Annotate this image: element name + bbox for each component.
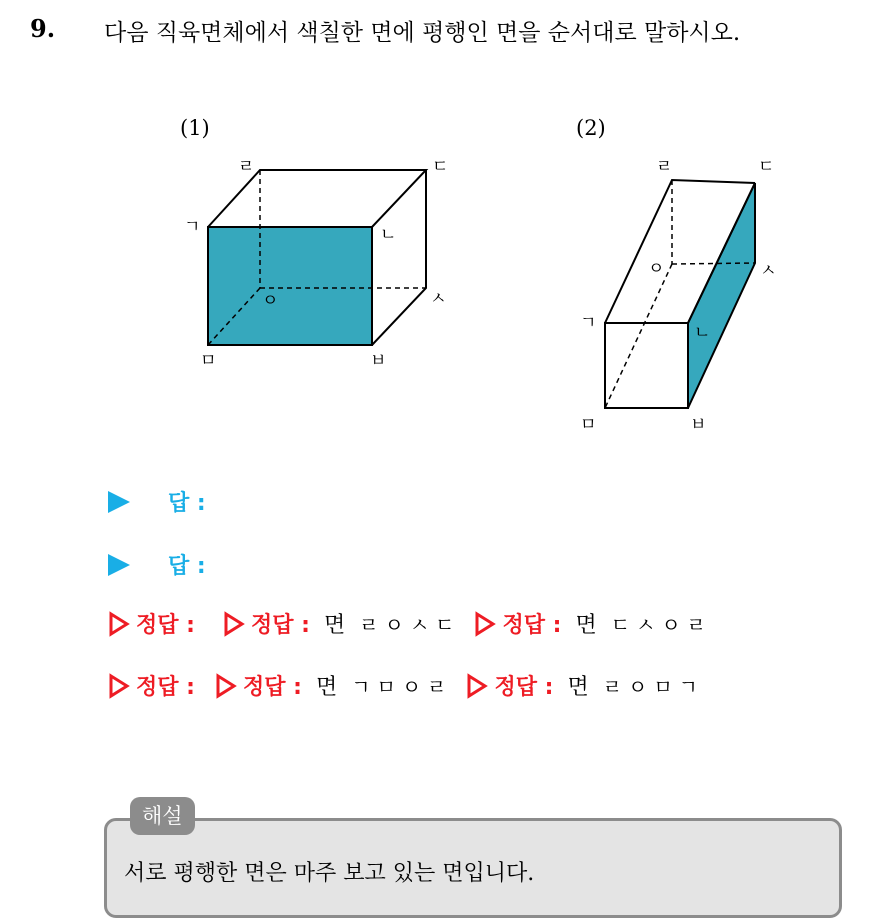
play-arrow-icon	[108, 554, 130, 576]
fig2-vertex-r: ㄹ	[656, 157, 673, 177]
solution-faces: ㄷㅅㅇㄹ	[610, 613, 712, 637]
solution-item	[215, 670, 453, 701]
solution-word: 면	[323, 613, 346, 638]
answer-row-1	[108, 486, 206, 517]
play-arrow-icon	[108, 491, 130, 513]
shaded-face-1	[208, 227, 372, 345]
outline-arrow-icon	[215, 673, 237, 699]
fig1-vertex-r: ㄹ	[238, 157, 255, 177]
solution-item	[474, 608, 712, 639]
figure-1-cuboid	[0, 0, 884, 440]
outline-arrow-icon	[474, 611, 496, 637]
fig2-vertex-d: ㄷ	[758, 157, 775, 177]
solution-label: 정답 :	[494, 675, 554, 700]
fig2-vertex-b: ㅂ	[690, 415, 707, 435]
outline-arrow-icon	[108, 611, 130, 637]
fig2-vertex-n: ㄴ	[694, 323, 711, 343]
solution-label: 정답 :	[242, 675, 302, 700]
solution-word: 면	[575, 613, 597, 638]
fig1-vertex-m: ㅁ	[200, 351, 217, 371]
solution-item	[466, 670, 704, 701]
explanation-text: 서로 평행한 면은 마주 보고 있는 면입니다.	[124, 861, 535, 886]
outline-arrow-icon	[108, 673, 130, 699]
answer-row-2	[108, 549, 206, 580]
solution-row-1	[108, 608, 712, 639]
fig1-vertex-n: ㄴ	[380, 225, 397, 245]
solution-label: 정답 :	[502, 613, 562, 638]
fig1-vertex-g: ㄱ	[184, 217, 201, 237]
solution-row-2	[108, 670, 704, 701]
outline-arrow-icon	[223, 611, 245, 637]
fig2-vertex-o: ㅇ	[648, 259, 665, 279]
fig1-vertex-b: ㅂ	[370, 351, 387, 371]
fig1-vertex-d: ㄷ	[432, 157, 449, 177]
answer-label: 답 :	[168, 554, 206, 579]
solution-label: 정답 :	[250, 613, 310, 638]
answer-label: 답 :	[168, 491, 206, 516]
solution-faces: ㄹㅇㅅㄷ	[359, 613, 461, 637]
fig1-vertex-o: ㅇ	[262, 291, 279, 311]
solution-faces: ㄹㅇㅁㄱ	[602, 675, 704, 699]
fig2-vertex-s: ㅅ	[760, 261, 777, 281]
solution-item	[108, 608, 195, 639]
question-number: 9.	[30, 14, 56, 43]
solution-word: 면	[315, 675, 338, 700]
outline-arrow-icon	[466, 673, 488, 699]
solution-item	[108, 670, 195, 701]
shaded-face-2	[688, 183, 755, 408]
figure-1-label: (1)	[180, 116, 210, 140]
explanation-tag: 해설	[130, 797, 195, 835]
solution-label: 정답 :	[136, 675, 195, 700]
solution-item	[223, 608, 461, 639]
figure-2-label: (2)	[576, 116, 606, 140]
solution-word: 면	[567, 675, 589, 700]
solution-faces: ㄱㅁㅇㄹ	[351, 675, 453, 699]
fig2-vertex-g: ㄱ	[580, 313, 597, 333]
solution-label: 정답 :	[136, 613, 195, 638]
fig2-vertex-m: ㅁ	[580, 415, 597, 435]
question-text: 다음 직육면체에서 색칠한 면에 평행인 면을 순서대로 말하시오.	[104, 20, 741, 46]
fig1-vertex-s: ㅅ	[430, 289, 447, 309]
